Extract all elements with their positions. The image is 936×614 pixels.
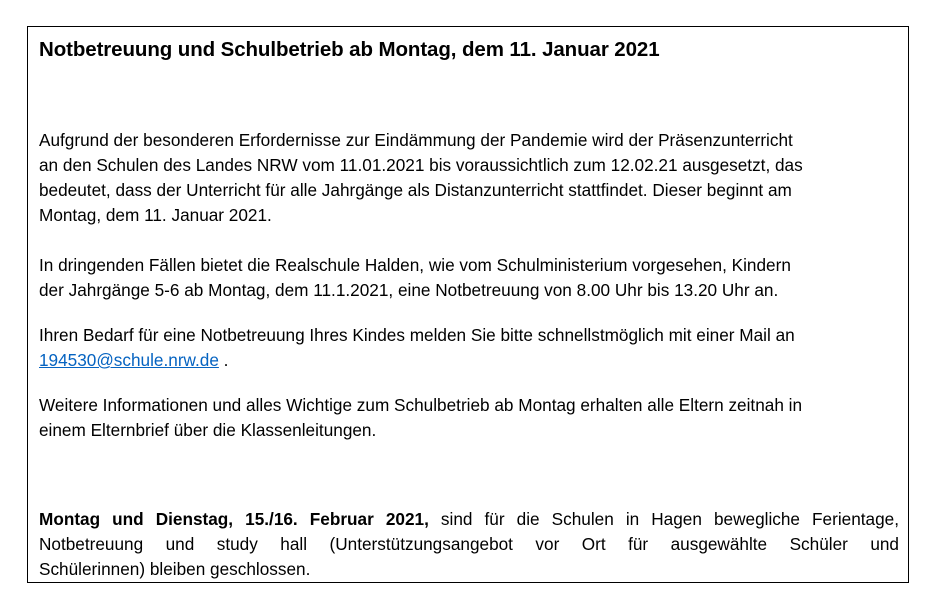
- notice-box: [27, 26, 909, 583]
- holiday-text: sind für die Schulen in Hagen bewegliche Ferientage,: [428, 509, 899, 529]
- text-line: Schülerinnen) bleiben geschlossen.: [39, 559, 311, 579]
- notice-title: Notbetreuung und Schulbetrieb ab Montag, dem 11. Januar 2021: [39, 38, 660, 61]
- paragraph-emergency-care: [39, 253, 899, 303]
- email-link[interactable]: 194530@schule.nrw.de: [39, 350, 219, 370]
- paragraph-suspension: [39, 128, 899, 228]
- text-line: bedeutet, dass der Unterricht für alle Jahrgänge als Distanzunterricht stattfindet. Dieser beginnt am: [39, 180, 792, 200]
- text-line: In dringenden Fällen bietet die Realschule Halden, wie vom Schulministerium vorgesehen, Kindern: [39, 255, 791, 275]
- text-line: [39, 348, 899, 373]
- text-line: Aufgrund der besonderen Erfordernisse zur Eindämmung der Pandemie wird der Präsenzunterricht: [39, 130, 793, 150]
- text-line: Weitere Informationen und alles Wichtige zum Schulbetrieb ab Montag erhalten alle Eltern zeitnah in: [39, 395, 803, 415]
- text-line: der Jahrgänge 5-6 ab Montag, dem 11.1.2021, eine Notbetreuung von 8.00 Uhr bis 13.20 Uhr an.: [39, 280, 779, 300]
- paragraph-holidays: [39, 507, 899, 582]
- holiday-dates: Montag und Dienstag, 15./16. Februar 2021,: [39, 509, 429, 529]
- text-line: [39, 507, 899, 532]
- text-line: an den Schulen des Landes NRW vom 11.01.2021 bis voraussichtlich zum 12.02.21 ausgesetzt, das: [39, 155, 803, 175]
- text-line: einem Elternbrief über die Klassenleitungen.: [39, 420, 377, 440]
- email-suffix: .: [218, 350, 229, 370]
- paragraph-further-info: [39, 393, 899, 443]
- text-line: Notbetreuung und study hall (Unterstützungsangebot vor Ort für ausgewählte Schüler und: [39, 534, 899, 554]
- text-line: Ihren Bedarf für eine Notbetreuung Ihres Kindes melden Sie bitte schnellstmöglich mit einer Mail an: [39, 325, 795, 345]
- text-line: Montag, dem 11. Januar 2021.: [39, 205, 272, 225]
- paragraph-registration: [39, 323, 899, 373]
